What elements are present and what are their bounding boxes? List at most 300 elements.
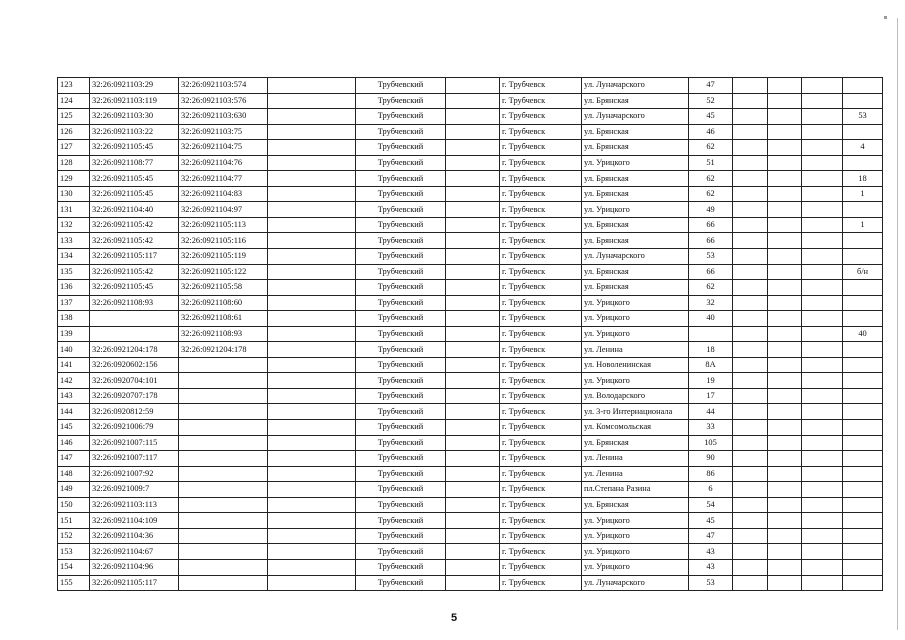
empty-cell — [802, 575, 843, 591]
empty-cell — [268, 171, 356, 187]
empty-cell — [768, 93, 802, 109]
table-row — [58, 295, 883, 311]
apartment-number-cell — [843, 124, 883, 140]
house-number-cell: 52 — [689, 93, 733, 109]
empty-cell — [268, 140, 356, 156]
apartment-number-cell — [843, 420, 883, 436]
district-cell: Трубчевский — [356, 466, 446, 482]
empty-cell — [446, 264, 500, 280]
house-number-cell — [689, 326, 733, 342]
empty-cell — [802, 171, 843, 187]
apartment-number-cell — [843, 249, 883, 265]
house-number-cell: 45 — [689, 513, 733, 529]
house-number-cell: 66 — [689, 233, 733, 249]
district-cell: Трубчевский — [356, 311, 446, 327]
district-cell: Трубчевский — [356, 513, 446, 529]
city-cell: г. Трубчевск — [500, 435, 582, 451]
empty-cell — [268, 373, 356, 389]
empty-cell — [768, 357, 802, 373]
empty-cell — [768, 559, 802, 575]
empty-cell — [268, 109, 356, 125]
empty-cell — [268, 513, 356, 529]
cadastral-number-cell: 32:26:0921108:77 — [90, 155, 179, 171]
house-number-cell: 43 — [689, 559, 733, 575]
premises-cadastral-number-cell — [179, 451, 268, 467]
house-number-cell: 105 — [689, 435, 733, 451]
table-row — [58, 140, 883, 156]
empty-cell — [768, 295, 802, 311]
empty-cell — [768, 140, 802, 156]
empty-cell — [268, 186, 356, 202]
empty-cell — [802, 233, 843, 249]
empty-cell — [802, 326, 843, 342]
house-number-cell: 54 — [689, 497, 733, 513]
row-number-cell: 125 — [58, 109, 90, 125]
row-number-cell: 147 — [58, 451, 90, 467]
empty-cell — [768, 280, 802, 296]
empty-cell — [268, 233, 356, 249]
city-cell: г. Трубчевск — [500, 78, 582, 94]
row-number-cell: 146 — [58, 435, 90, 451]
city-cell: г. Трубчевск — [500, 124, 582, 140]
city-cell: г. Трубчевск — [500, 140, 582, 156]
apartment-number-cell — [843, 451, 883, 467]
table-row — [58, 109, 883, 125]
table-row — [58, 559, 883, 575]
house-number-cell: 53 — [689, 575, 733, 591]
cadastral-number-cell: 32:26:0920602:156 — [90, 357, 179, 373]
street-cell: ул. 3-го Интернационала — [582, 404, 689, 420]
row-number-cell: 133 — [58, 233, 90, 249]
scan-artifact — [884, 16, 887, 19]
empty-cell — [802, 155, 843, 171]
empty-cell — [268, 93, 356, 109]
city-cell: г. Трубчевск — [500, 171, 582, 187]
empty-cell — [733, 528, 768, 544]
empty-cell — [802, 435, 843, 451]
empty-cell — [733, 482, 768, 498]
cadastral-number-cell: 32:26:0921009:7 — [90, 482, 179, 498]
empty-cell — [268, 451, 356, 467]
city-cell: г. Трубчевск — [500, 451, 582, 467]
cadastral-number-cell — [90, 311, 179, 327]
apartment-number-cell — [843, 435, 883, 451]
table-row — [58, 264, 883, 280]
city-cell: г. Трубчевск — [500, 404, 582, 420]
house-number-cell: 18 — [689, 342, 733, 358]
city-cell: г. Трубчевск — [500, 420, 582, 436]
empty-cell — [733, 264, 768, 280]
empty-cell — [446, 404, 500, 420]
district-cell: Трубчевский — [356, 140, 446, 156]
empty-cell — [268, 217, 356, 233]
row-number-cell: 129 — [58, 171, 90, 187]
city-cell: г. Трубчевск — [500, 217, 582, 233]
premises-cadastral-number-cell: 32:26:0921105:116 — [179, 233, 268, 249]
street-cell: ул. Ленина — [582, 466, 689, 482]
empty-cell — [733, 466, 768, 482]
cadastral-number-cell: 32:26:0921103:29 — [90, 78, 179, 94]
table-row — [58, 311, 883, 327]
city-cell: г. Трубчевск — [500, 326, 582, 342]
empty-cell — [733, 513, 768, 529]
street-cell: ул. Брянская — [582, 280, 689, 296]
street-cell: ул. Брянская — [582, 217, 689, 233]
empty-cell — [802, 140, 843, 156]
empty-cell — [446, 482, 500, 498]
table-row — [58, 280, 883, 296]
city-cell: г. Трубчевск — [500, 295, 582, 311]
cadastral-number-cell: 32:26:0921103:30 — [90, 109, 179, 125]
house-number-cell: 6 — [689, 482, 733, 498]
table-row — [58, 497, 883, 513]
cadastral-number-cell: 32:26:0921105:45 — [90, 171, 179, 187]
apartment-number-cell — [843, 202, 883, 218]
empty-cell — [802, 264, 843, 280]
apartment-number-cell — [843, 466, 883, 482]
house-number-cell: 66 — [689, 264, 733, 280]
premises-cadastral-number-cell — [179, 482, 268, 498]
district-cell: Трубчевский — [356, 497, 446, 513]
empty-cell — [802, 466, 843, 482]
house-number-cell: 53 — [689, 249, 733, 265]
district-cell: Трубчевский — [356, 357, 446, 373]
house-number-cell: 19 — [689, 373, 733, 389]
table-row — [58, 544, 883, 560]
premises-cadastral-number-cell: 32:26:0921104:83 — [179, 186, 268, 202]
cadastral-number-cell: 32:26:0921006:79 — [90, 420, 179, 436]
street-cell: ул. Луначарского — [582, 109, 689, 125]
empty-cell — [446, 528, 500, 544]
apartment-number-cell — [843, 404, 883, 420]
premises-cadastral-number-cell — [179, 420, 268, 436]
empty-cell — [733, 373, 768, 389]
empty-cell — [802, 373, 843, 389]
cadastral-number-cell: 32:26:0921103:113 — [90, 497, 179, 513]
cadastral-number-cell — [90, 326, 179, 342]
city-cell: г. Трубчевск — [500, 497, 582, 513]
empty-cell — [446, 311, 500, 327]
cadastral-number-cell: 32:26:0920704:101 — [90, 373, 179, 389]
street-cell: ул. Луначарского — [582, 575, 689, 591]
empty-cell — [733, 109, 768, 125]
cadastral-number-cell: 32:26:0920707:178 — [90, 388, 179, 404]
empty-cell — [768, 513, 802, 529]
table-row — [58, 466, 883, 482]
empty-cell — [446, 559, 500, 575]
premises-cadastral-number-cell — [179, 404, 268, 420]
district-cell: Трубчевский — [356, 233, 446, 249]
district-cell: Трубчевский — [356, 155, 446, 171]
empty-cell — [268, 420, 356, 436]
empty-cell — [802, 124, 843, 140]
premises-cadastral-number-cell: 32:26:0921204:178 — [179, 342, 268, 358]
premises-cadastral-number-cell — [179, 373, 268, 389]
empty-cell — [802, 93, 843, 109]
empty-cell — [268, 528, 356, 544]
district-cell: Трубчевский — [356, 249, 446, 265]
empty-cell — [446, 109, 500, 125]
cadastral-number-cell: 32:26:0921105:45 — [90, 186, 179, 202]
empty-cell — [446, 513, 500, 529]
empty-cell — [802, 482, 843, 498]
table-row — [58, 575, 883, 591]
street-cell: ул. Брянская — [582, 93, 689, 109]
district-cell: Трубчевский — [356, 124, 446, 140]
city-cell: г. Трубчевск — [500, 249, 582, 265]
apartment-number-cell: 4 — [843, 140, 883, 156]
premises-cadastral-number-cell — [179, 544, 268, 560]
table-row — [58, 249, 883, 265]
property-registry-table — [57, 77, 883, 591]
apartment-number-cell — [843, 559, 883, 575]
empty-cell — [768, 124, 802, 140]
apartment-number-cell — [843, 155, 883, 171]
empty-cell — [802, 280, 843, 296]
table-row — [58, 435, 883, 451]
cadastral-number-cell: 32:26:0921105:45 — [90, 280, 179, 296]
empty-cell — [268, 559, 356, 575]
city-cell: г. Трубчевск — [500, 202, 582, 218]
street-cell: ул. Комсомольская — [582, 420, 689, 436]
house-number-cell: 62 — [689, 171, 733, 187]
city-cell: г. Трубчевск — [500, 559, 582, 575]
empty-cell — [733, 155, 768, 171]
empty-cell — [268, 155, 356, 171]
table-row — [58, 528, 883, 544]
city-cell: г. Трубчевск — [500, 482, 582, 498]
cadastral-number-cell: 32:26:0921204:178 — [90, 342, 179, 358]
empty-cell — [733, 280, 768, 296]
empty-cell — [268, 404, 356, 420]
empty-cell — [733, 93, 768, 109]
cadastral-number-cell: 32:26:0921105:117 — [90, 575, 179, 591]
house-number-cell: 49 — [689, 202, 733, 218]
empty-cell — [802, 109, 843, 125]
cadastral-number-cell: 32:26:0921105:42 — [90, 233, 179, 249]
district-cell: Трубчевский — [356, 528, 446, 544]
empty-cell — [268, 311, 356, 327]
premises-cadastral-number-cell: 32:26:0921103:576 — [179, 93, 268, 109]
empty-cell — [768, 388, 802, 404]
empty-cell — [446, 249, 500, 265]
premises-cadastral-number-cell: 32:26:0921103:574 — [179, 78, 268, 94]
page-edge-line — [897, 18, 898, 630]
empty-cell — [733, 233, 768, 249]
city-cell: г. Трубчевск — [500, 575, 582, 591]
street-cell: ул. Урицкого — [582, 326, 689, 342]
house-number-cell: 44 — [689, 404, 733, 420]
cadastral-number-cell: 32:26:0921007:117 — [90, 451, 179, 467]
district-cell: Трубчевский — [356, 575, 446, 591]
row-number-cell: 132 — [58, 217, 90, 233]
premises-cadastral-number-cell: 32:26:0921104:76 — [179, 155, 268, 171]
house-number-cell: 40 — [689, 311, 733, 327]
house-number-cell: 86 — [689, 466, 733, 482]
house-number-cell: 43 — [689, 544, 733, 560]
apartment-number-cell — [843, 373, 883, 389]
apartment-number-cell — [843, 78, 883, 94]
empty-cell — [802, 420, 843, 436]
district-cell: Трубчевский — [356, 373, 446, 389]
apartment-number-cell — [843, 357, 883, 373]
empty-cell — [446, 357, 500, 373]
row-number-cell: 123 — [58, 78, 90, 94]
empty-cell — [446, 466, 500, 482]
empty-cell — [733, 388, 768, 404]
empty-cell — [733, 140, 768, 156]
house-number-cell: 8А — [689, 357, 733, 373]
empty-cell — [768, 544, 802, 560]
table-row — [58, 451, 883, 467]
empty-cell — [733, 357, 768, 373]
table-row — [58, 404, 883, 420]
row-number-cell: 139 — [58, 326, 90, 342]
cadastral-number-cell: 32:26:0921105:45 — [90, 140, 179, 156]
table-row — [58, 124, 883, 140]
street-cell: ул. Брянская — [582, 171, 689, 187]
table-row — [58, 217, 883, 233]
empty-cell — [268, 264, 356, 280]
empty-cell — [802, 513, 843, 529]
city-cell: г. Трубчевск — [500, 311, 582, 327]
district-cell: Трубчевский — [356, 280, 446, 296]
premises-cadastral-number-cell — [179, 575, 268, 591]
registry-body — [58, 78, 883, 591]
empty-cell — [733, 342, 768, 358]
apartment-number-cell — [843, 311, 883, 327]
apartment-number-cell: 18 — [843, 171, 883, 187]
empty-cell — [446, 233, 500, 249]
empty-cell — [802, 559, 843, 575]
apartment-number-cell: 53 — [843, 109, 883, 125]
district-cell: Трубчевский — [356, 202, 446, 218]
empty-cell — [268, 435, 356, 451]
empty-cell — [768, 202, 802, 218]
empty-cell — [768, 217, 802, 233]
premises-cadastral-number-cell: 32:26:0921104:77 — [179, 171, 268, 187]
house-number-cell: 90 — [689, 451, 733, 467]
district-cell: Трубчевский — [356, 451, 446, 467]
street-cell: ул. Брянская — [582, 233, 689, 249]
premises-cadastral-number-cell: 32:26:0921104:97 — [179, 202, 268, 218]
cadastral-number-cell: 32:26:0921105:42 — [90, 264, 179, 280]
table-row — [58, 171, 883, 187]
empty-cell — [768, 326, 802, 342]
empty-cell — [733, 171, 768, 187]
street-cell: ул. Урицкого — [582, 559, 689, 575]
city-cell: г. Трубчевск — [500, 280, 582, 296]
table-row — [58, 373, 883, 389]
house-number-cell: 46 — [689, 124, 733, 140]
empty-cell — [268, 466, 356, 482]
premises-cadastral-number-cell — [179, 497, 268, 513]
empty-cell — [268, 78, 356, 94]
premises-cadastral-number-cell: 32:26:0921103:630 — [179, 109, 268, 125]
empty-cell — [733, 202, 768, 218]
empty-cell — [802, 451, 843, 467]
empty-cell — [268, 388, 356, 404]
district-cell: Трубчевский — [356, 109, 446, 125]
premises-cadastral-number-cell: 32:26:0921105:119 — [179, 249, 268, 265]
street-cell: ул. Брянская — [582, 140, 689, 156]
empty-cell — [802, 388, 843, 404]
empty-cell — [733, 420, 768, 436]
empty-cell — [768, 109, 802, 125]
empty-cell — [768, 451, 802, 467]
district-cell: Трубчевский — [356, 295, 446, 311]
empty-cell — [802, 404, 843, 420]
table-row — [58, 233, 883, 249]
empty-cell — [446, 451, 500, 467]
premises-cadastral-number-cell — [179, 513, 268, 529]
street-cell: ул. Брянская — [582, 264, 689, 280]
cadastral-number-cell: 32:26:0921104:40 — [90, 202, 179, 218]
cadastral-number-cell: 32:26:0920812:59 — [90, 404, 179, 420]
street-cell: ул. Брянская — [582, 435, 689, 451]
empty-cell — [446, 202, 500, 218]
district-cell: Трубчевский — [356, 93, 446, 109]
city-cell: г. Трубчевск — [500, 466, 582, 482]
premises-cadastral-number-cell: 32:26:0921105:122 — [179, 264, 268, 280]
house-number-cell: 47 — [689, 78, 733, 94]
cadastral-number-cell: 32:26:0921105:42 — [90, 217, 179, 233]
empty-cell — [446, 388, 500, 404]
premises-cadastral-number-cell: 32:26:0921103:75 — [179, 124, 268, 140]
district-cell: Трубчевский — [356, 342, 446, 358]
apartment-number-cell — [843, 497, 883, 513]
street-cell: ул. Брянская — [582, 497, 689, 513]
empty-cell — [733, 451, 768, 467]
street-cell: ул. Урицкого — [582, 295, 689, 311]
row-number-cell: 124 — [58, 93, 90, 109]
premises-cadastral-number-cell: 32:26:0921104:75 — [179, 140, 268, 156]
empty-cell — [733, 124, 768, 140]
house-number-cell: 62 — [689, 280, 733, 296]
cadastral-number-cell: 32:26:0921104:36 — [90, 528, 179, 544]
city-cell: г. Трубчевск — [500, 264, 582, 280]
empty-cell — [733, 575, 768, 591]
city-cell: г. Трубчевск — [500, 342, 582, 358]
cadastral-number-cell: 32:26:0921105:117 — [90, 249, 179, 265]
premises-cadastral-number-cell — [179, 466, 268, 482]
district-cell: Трубчевский — [356, 404, 446, 420]
district-cell: Трубчевский — [356, 559, 446, 575]
street-cell: ул. Новоленинская — [582, 357, 689, 373]
district-cell: Трубчевский — [356, 482, 446, 498]
apartment-number-cell — [843, 528, 883, 544]
table-row — [58, 186, 883, 202]
cadastral-number-cell: 32:26:0921104:96 — [90, 559, 179, 575]
empty-cell — [268, 497, 356, 513]
street-cell: ул. Урицкого — [582, 528, 689, 544]
empty-cell — [733, 217, 768, 233]
empty-cell — [446, 420, 500, 436]
apartment-number-cell: 1 — [843, 217, 883, 233]
city-cell: г. Трубчевск — [500, 513, 582, 529]
empty-cell — [802, 217, 843, 233]
empty-cell — [733, 559, 768, 575]
empty-cell — [446, 544, 500, 560]
row-number-cell: 140 — [58, 342, 90, 358]
empty-cell — [802, 249, 843, 265]
city-cell: г. Трубчевск — [500, 233, 582, 249]
street-cell: ул. Ленина — [582, 451, 689, 467]
empty-cell — [446, 326, 500, 342]
district-cell: Трубчевский — [356, 78, 446, 94]
apartment-number-cell — [843, 575, 883, 591]
empty-cell — [446, 155, 500, 171]
